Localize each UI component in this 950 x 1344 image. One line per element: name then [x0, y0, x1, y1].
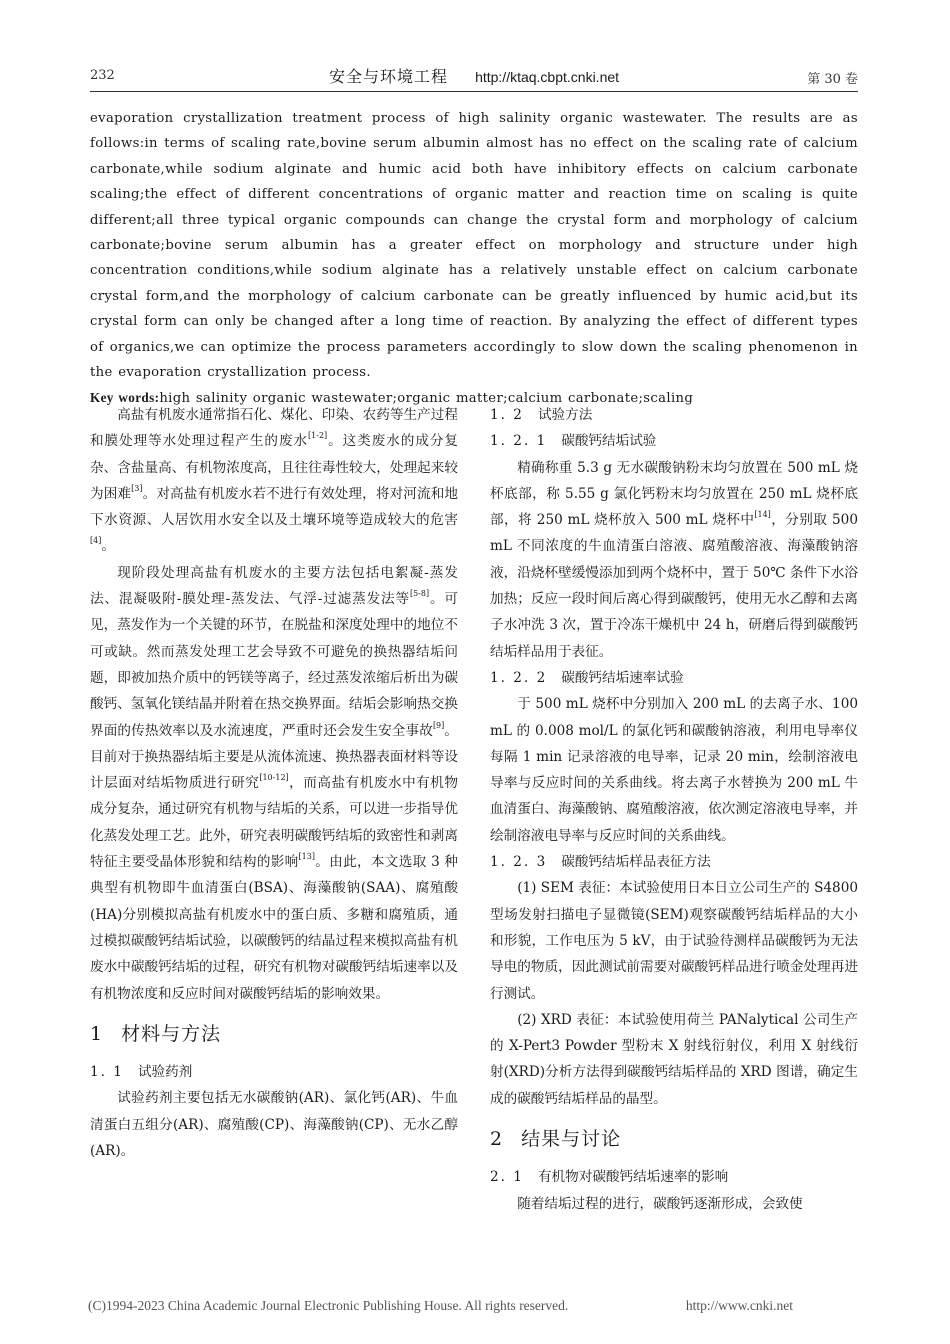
- volume-label: 第 30 卷: [807, 72, 858, 87]
- footer-url[interactable]: http://www.cnki.net: [685, 1298, 793, 1313]
- citation[interactable]: [5-8]: [409, 589, 430, 599]
- section-heading-2: 2 结果与讨论: [490, 1128, 622, 1151]
- sem-paragraph: (1) SEM 表征：本试验使用日本日立公司生产的 S4800 型场发射扫描电子显微镜(SEM)观察碳酸钙结垢样品的大小和形貌，工作电压为 5 kV，由于试验待测样品碳酸钙为无法导电的物质，因此测试前需要对碳酸钙样品进行喷金处理再进行测试。: [490, 880, 858, 1002]
- reagents-paragraph: 试验药剂主要包括无水碳酸钠(AR)、氯化钙(AR)、牛血清蛋白五组分(AR)、腐殖酸(CP)、海藻酸钠(CP)、无水乙醇(AR)。: [90, 1090, 458, 1160]
- scaling-test-paragraph: 精确称重 5.3 g 无水碳酸钠粉末均匀放置在 500 mL 烧杯底部，称 5.55 g 氯化钙粉末均匀放置在 250 mL 烧杯底部，将 250 mL 烧杯放入 500 mL 烧杯中[14]，分别取 500 mL 不同浓度的牛血清蛋白溶液、腐殖酸溶液、海藻酸钠溶液，沿烧杯壁缓慢添加到两个烧杯中，置于 50℃ 条件下水浴加热；反应一段时间后离心得到碳酸钙，使用无水乙醇和去离子水冲洗 3 次，置于冷冻干燥机中 24 h，研磨后得到碳酸钙结垢样品用于表征。: [490, 459, 858, 660]
- abstract-text: evaporation crystallization treatment process of high salinity organic wastewater. The results are as follows:in terms of scaling rate,bovine serum albumin almost has no effect on the scaling rate of calcium carbonate,while sodium alginate and humic acid both have inhibitory effects on calcium carbonate scaling;the effect of different concentrations of organic matter and reaction time on scaling is quite different;all three typical organic compounds can change the crystal form and morphology of calcium carbonate;bovine serum albumin has a greater effect on morphology and structure under high concentration conditions,while sodium alginate has a relatively unstable effect on calcium carbonate crystal form,and the morphology of calcium carbonate can be greatly influenced by humic acid,but its crystal form can only be changed after a long time of reaction. By analyzing the effect of different types of organics,we can optimize the process parameters accordingly to slow down the scaling phenomenon in the evaporation crystallization process.: [90, 111, 858, 381]
- keywords: high salinity organic wastewater;organic matter;calcium carbonate;scaling: [159, 391, 694, 407]
- copyright-text: (C)1994-2023 China Academic Journal Electronic Publishing House. All rights reserved.: [88, 1298, 569, 1313]
- intro-paragraph-2: 现阶段处理高盐有机废水的主要方法包括电絮凝-蒸发法、混凝吸附-膜处理-蒸发法、气浮-过滤蒸发法等[5-8]。可见，蒸发作为一个关键的环节，在脱盐和深度处理中的地位不可或缺。然而蒸发处理工艺会导致不可避免的换热器结垢问题，即被加热介质中的钙镁等离子，经过蒸发浓缩后析出为碳酸钙、氢氧化镁结晶并附着在热交换界面。结垢会影响热交换界面的传热效率以及水流速度，严重时还会发生安全事故[9]。目前对于换热器结垢主要是从流体流速、换热器表面材料等设计层面对结垢物质进行研究[10-12]，而高盐有机废水中有机物成分复杂，通过研究有机物与结垢的关系，可以进一步指导优化蒸发处理工艺。此外，研究表明碳酸钙结垢的致密性和剥离特征主要受晶体形貌和结构的影响[13]。由此，本文选取 3 种典型有机物即牛血清蛋白(BSA)、海藻酸钠(SAA)、腐殖酸(HA)分别模拟高盐有机废水中的蛋白质、多糖和腐殖质，通过模拟碳酸钙结垢试验，以碳酸钙的结晶过程来模拟高盐有机废水中碳酸钙结垢的过程，研究有机物对碳酸钙结垢速率以及有机物浓度和反应时间对碳酸钙结垢的影响效果。: [90, 564, 459, 1002]
- subsection-heading-1-2-3: 1. 2. 3 碳酸钙结垢样品表征方法: [490, 854, 711, 871]
- xrd-paragraph: (2) XRD 表征：本试验使用荷兰 PANalytical 公司生产的 X-Pert3 Powder 型粉末 X 射线衍射仪，利用 X 射线衍射(XRD)分析方法得到碳酸钙结垢样品的 XRD 图谱，确定生成的碳酸钙结垢样品的晶型。: [490, 1011, 858, 1107]
- footer: [88, 1298, 863, 1314]
- citation[interactable]: [13]: [298, 852, 315, 862]
- keywords-label: Key words:: [90, 390, 160, 406]
- subsection-heading-1-2-1: 1. 2. 1 碳酸钙结垢试验: [490, 433, 657, 450]
- abstract-block: [90, 106, 858, 412]
- citation[interactable]: [1-2]: [308, 431, 328, 441]
- subsection-heading-1-1: 1. 1 试验药剂: [90, 1064, 193, 1081]
- rate-test-paragraph: 于 500 mL 烧杯中分别加入 200 mL 的去离子水、100 mL 的 0.008 mol/L 的氯化钙和碳酸钠溶液，利用电导率仪每隔 1 min 记录溶液的电导率，记录 20 min，绘制溶液电导率与反应时间的关系曲线。将去离子水替换为 200 mL 牛血清蛋白、海藻酸钠、腐殖酸溶液，依次测定溶液电导率，并绘制溶液电导率与反应时间的关系曲线。: [490, 696, 858, 844]
- journal-url[interactable]: http://ktaq.cbpt.cnki.net: [475, 69, 620, 85]
- intro-paragraph-1: 高盐有机废水通常指石化、煤化、印染、农药等生产过程和膜处理等水处理过程产生的废水[1-2]。这类废水的成分复杂、含盐量高、有机物浓度高，且往往毒性较大，处理起来较为困难[3]。对高盐有机废水若不进行有效处理，将对河流和地下水资源、人居饮用水安全以及土壤环境等造成较大的危害[4]。: [90, 407, 459, 555]
- left-column: [90, 402, 458, 1164]
- right-column: [490, 402, 858, 1217]
- citation[interactable]: [3]: [131, 483, 143, 493]
- subsection-heading-1-2: 1. 2 试验方法: [490, 407, 593, 423]
- citation[interactable]: [10-12]: [259, 773, 289, 783]
- running-header: [90, 64, 858, 90]
- header-center: [90, 64, 858, 87]
- header-rule: [90, 91, 858, 92]
- citation[interactable]: [4]: [90, 536, 102, 546]
- subsection-heading-2-1: 2. 1 有机物对碳酸钙结垢速率的影响: [490, 1169, 729, 1186]
- subsection-heading-1-2-2: 1. 2. 2 碳酸钙结垢速率试验: [490, 669, 684, 686]
- results-paragraph: 随着结垢过程的进行，碳酸钙逐渐形成，会致使: [517, 1195, 803, 1212]
- citation[interactable]: [9]: [432, 720, 445, 730]
- citation[interactable]: [14]: [754, 510, 771, 520]
- section-heading-1: 1 材料与方法: [90, 1022, 222, 1045]
- page-number: 232: [90, 68, 115, 83]
- journal-title: 安全与环境工程: [328, 67, 448, 86]
